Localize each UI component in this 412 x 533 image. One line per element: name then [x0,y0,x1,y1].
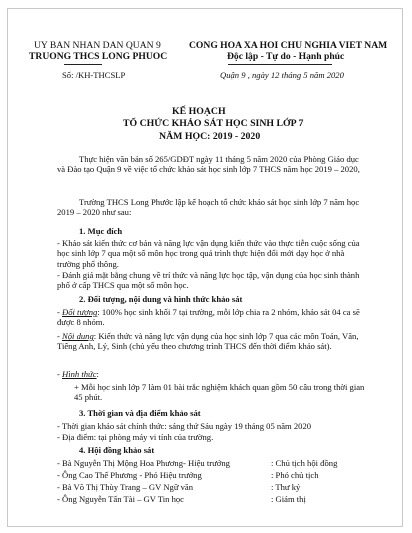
school-underline [64,64,102,65]
council-row [57,470,377,480]
council-row [57,494,377,504]
section-2-item-3: - Hình thức: [57,369,99,379]
target-label: Đối tượng [62,307,98,317]
intro-paragraph-1: Thực hiện văn bản số 265/GDĐT ngày 11 tháng 5 năm 2020 của Phòng Giáo dục và Đào tạo Quận 9 về việc tổ chức khảo sát học sinh lớp 7 THCS năm học 2019 – 2020, [57,154,360,175]
national-title: CONG HOA XA HOI CHU NGHIA VIET NAM [189,40,388,51]
section-2-item-2: - Nội dung: Kiến thức và năng lực vận dụng của học sinh lớp 7 qua các môn Toán, Văn, Tiếng Anh, Lý, Sinh (chủ yếu theo chương trình THCS đến thời điểm khảo sát). [57,331,359,352]
section-4-heading: 4. Hội đồng khảo sát [79,445,155,455]
org-name: UY BAN NHAN DAN QUAN 9 [34,40,161,51]
school-year: NĂM HỌC: 2019 - 2020 [159,131,261,142]
section-2-item-3-sub: + Mỗi học sinh lớp 7 làm 01 bài trắc nghiệm khách quan gồm 50 câu trong thời gian 45 phút. [74,382,365,403]
content-label: Nội dung [62,331,94,341]
section-3-item-2: - Địa điểm: tại phòng máy vi tính của trường. [57,432,214,442]
plan-title: KẾ HOẠCH [172,106,226,117]
council-member-role: : Giám thị [271,494,306,504]
council-member-name: - Bà Nguyễn Thị Mộng Hoa Phương- Hiệu trưởng [57,458,230,468]
council-member-role: : Chủ tịch hội đồng [271,458,338,468]
council-member-name: - Ông Cao Thế Phương - Phó Hiệu trưởng [57,470,202,480]
section-3-heading: 3. Thời gian và địa điểm khảo sát [79,408,201,418]
format-text: : [96,369,99,379]
council-row [57,458,377,468]
section-3-item-1: - Thời gian khảo sát chính thức: sáng thứ Sáu ngày 19 tháng 05 năm 2020 [57,421,312,431]
document-date: Quận 9 , ngày 12 tháng 5 năm 2020 [220,70,344,80]
motto-underline [228,64,332,65]
council-member-name: - Bà Võ Thị Thùy Trang – GV Ngữ văn [57,482,194,492]
council-member-role: : Phó chủ tịch [271,470,319,480]
doc-number: Số: /KH-THCSLP [62,70,126,80]
format-label: Hình thức [62,369,97,379]
council-member-name: - Ông Nguyễn Tấn Tài – GV Tin học [57,494,184,504]
section-1-item-1: - Khảo sát kiến thức cơ bản và năng lực vận dụng kiến thức vào thực tiễn cuộc sống của học sinh lớp 7 qua một số môn học trong quá trình thực hiện đổi mới dạy học ở nhà trường phổ thông. [57,238,360,269]
content-text: : Kiến thức và năng lực vận dụng của học sinh lớp 7 qua các môn Toán, Văn, Tiếng Anh, Lý, Sinh (chủ yếu theo chương trình THCS đến thời điểm khảo sát). [57,331,359,352]
council-row [57,482,377,492]
school-name: TRUONG THCS LONG PHUOC [29,51,168,62]
section-1-item-2: - Đánh giá mặt bằng chung về trí thức và năng lực học tập, vận dụng của học sinh thành phố ở cấp THCS qua một số môn học. [57,270,360,291]
section-2-heading: 2. Đối tượng, nội dung và hình thức khảo sát [79,294,243,304]
plan-subject: TỔ CHỨC KHẢO SÁT HỌC SINH LỚP 7 [123,118,304,129]
intro-paragraph-2: Trường THCS Long Phước lập kế hoạch tổ chức khảo sát học sinh lớp 7 năm học 2019 – 2020 như sau: [57,197,360,218]
target-text: : 100% học sinh khối 7 tại trường, mỗi lớp chia ra 2 nhóm, khảo sát 04 ca sẽ được 8 nhóm. [57,307,360,328]
national-motto: Độc lập - Tự do - Hạnh phúc [227,51,345,62]
section-2-item-1: - Đối tượng: 100% học sinh khối 7 tại trường, mỗi lớp chia ra 2 nhóm, khảo sát 04 ca sẽ được 8 nhóm. [57,307,360,328]
council-member-role: : Thư ký [271,482,301,492]
section-1-heading: 1. Mục đích [79,226,123,236]
